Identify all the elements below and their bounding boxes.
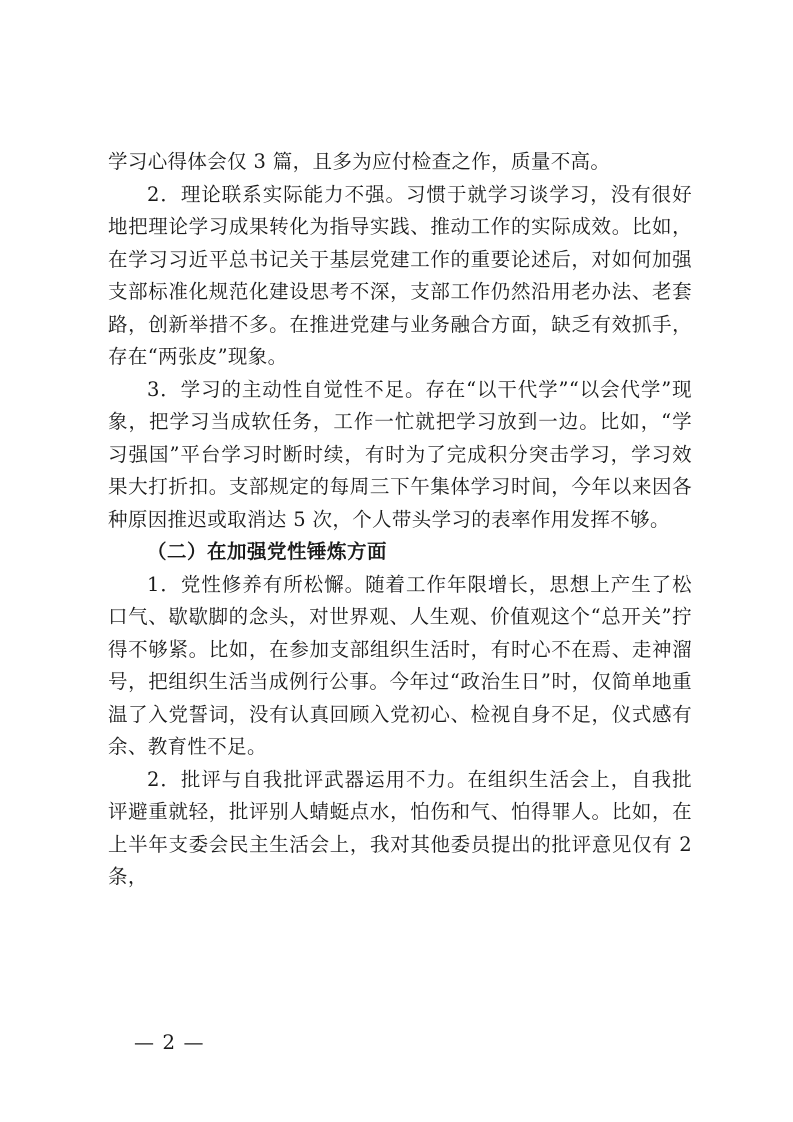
- body-text: [108, 146, 692, 894]
- paragraph-criticism: 2．批评与自我批评武器运用不力。在组织生活会上，自我批评避重就轻，批评别人蜻蜓点水，怕伤和气、怕得罪人。比如，在上半年支委会民主生活会上，我对其他委员提出的批评意见仅有 2 条，: [108, 767, 692, 888]
- page-number: — 2 —: [134, 1030, 205, 1054]
- section-heading: （二）在加强党性锤炼方面: [147, 540, 388, 563]
- paragraph-continuation: 学习心得体会仅 3 篇，且多为应付检查之作，质量不高。: [108, 150, 611, 173]
- paragraph-party-spirit: 1．党性修养有所松懈。随着工作年限增长，思想上产生了松口气、歇歇脚的念头，对世界观、人生观、价值观这个“总开关”拧得不够紧。比如，在参加支部组织生活时，有时心不在焉、走神溜号，把组织生活当成例行公事。今年过“政治生日”时，仅简单地重温了入党誓词，没有认真回顾入党初心、检视自身不足，仪式感有余、教育性不足。: [108, 572, 692, 758]
- paragraph-theory-practice: 2．理论联系实际能力不强。习惯于就学习谈学习，没有很好地把理论学习成果转化为指导实践、推动工作的实际成效。比如，在学习习近平总书记关于基层党建工作的重要论述后，对如何加强支部标准化规范化建设思考不深，支部工作仍然沿用老办法、老套路，创新举措不多。在推进党建与业务融合方面，缺乏有效抓手，存在“两张皮”现象。: [108, 182, 692, 368]
- paragraph-learning-initiative: 3．学习的主动性自觉性不足。存在“以干代学”“以会代学”现象，把学习当成软任务，工作一忙就把学习放到一边。比如，“学习强国”平台学习时断时续，有时为了完成积分突击学习，学习效果大打折扣。支部规定的每周三下午集体学习时间，今年以来因各种原因推迟或取消达 5 次，个人带头学习的表率作用发挥不够。: [108, 377, 692, 531]
